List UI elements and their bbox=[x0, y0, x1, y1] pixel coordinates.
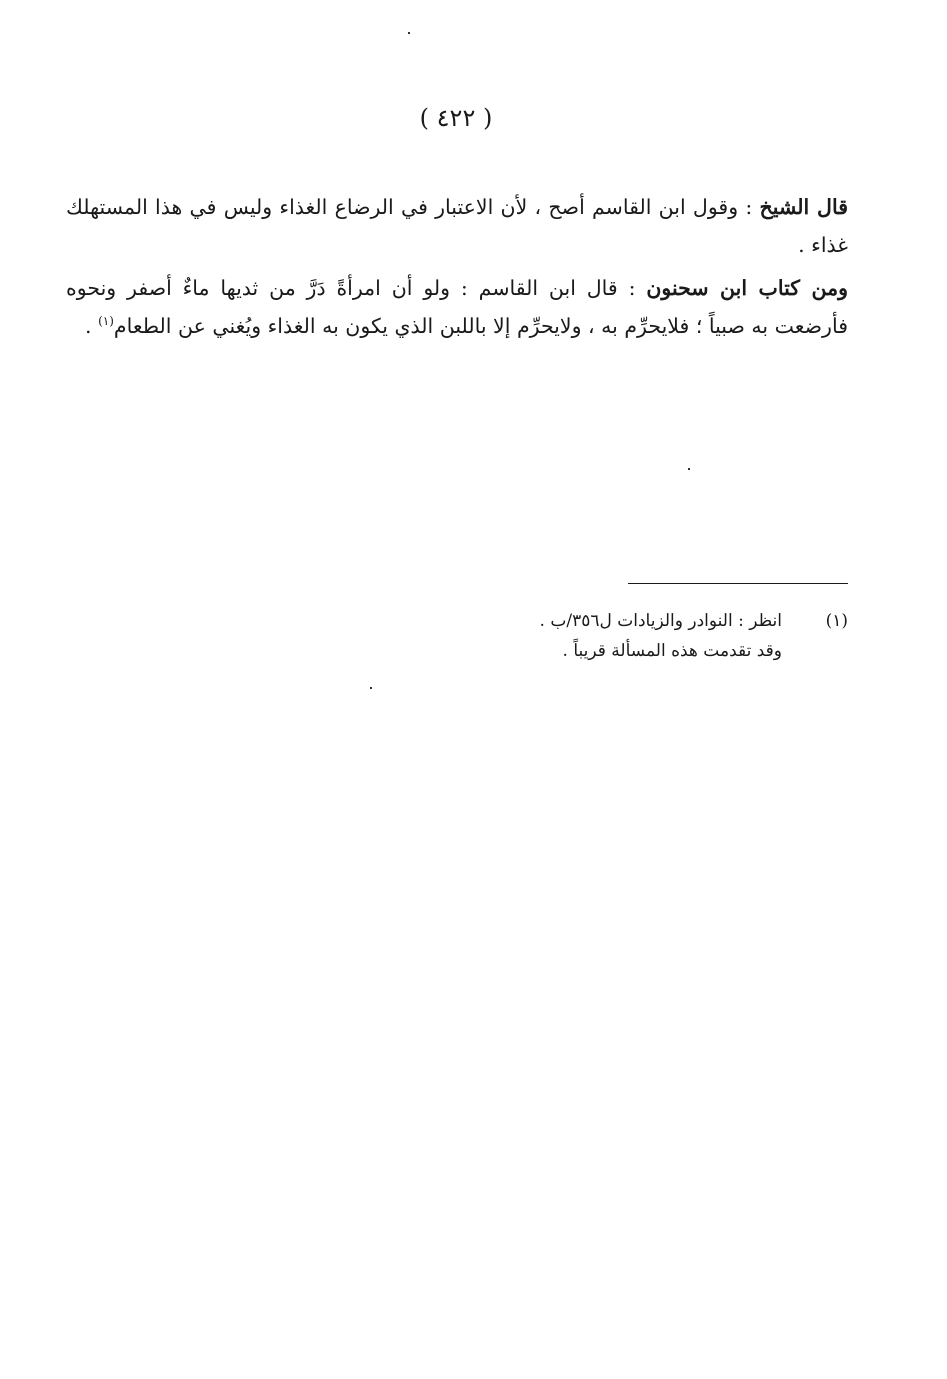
paragraph-speaker: ومن كتاب ابن سحنون bbox=[646, 276, 848, 300]
scan-speck bbox=[408, 32, 410, 34]
paragraph-2 bbox=[66, 269, 848, 345]
paragraph-text-end: . bbox=[85, 314, 99, 338]
paragraph-speaker: قال الشيخ bbox=[759, 195, 848, 219]
footnote-text: انظر : النوادر والزيادات ل٣٥٦/ب . bbox=[539, 611, 782, 631]
footnote-divider bbox=[628, 583, 848, 584]
footnote-text: وقد تقدمت هذه المسألة قريباً . bbox=[562, 641, 782, 661]
scan-speck bbox=[370, 687, 372, 689]
footnote-number: (١) bbox=[825, 611, 848, 631]
paragraph-text: : وقول ابن القاسم أصح ، لأن الاعتبار في الرضاع الغذاء وليس في هذا المستهلك غذاء . bbox=[66, 195, 848, 257]
footnote-item bbox=[300, 636, 848, 666]
scan-speck bbox=[688, 468, 690, 470]
footnotes bbox=[300, 606, 848, 666]
paragraph-text: : قال ابن القاسم : ولو أن امرأةً دَرَّ من ثديها ماءٌ أصفر ونحوه فأرضعت به صبياً ؛ فلايحرِّم به ، ولايحرِّم إلا باللبن الذي يكون به الغذاء ويُغني عن الطعام bbox=[66, 276, 848, 338]
paragraph-1 bbox=[66, 188, 848, 264]
page-number: ( ٤٢٢ ) bbox=[419, 104, 493, 132]
footnote-item bbox=[300, 606, 848, 636]
footnote-reference: (١) bbox=[98, 314, 114, 329]
main-text bbox=[66, 188, 848, 350]
